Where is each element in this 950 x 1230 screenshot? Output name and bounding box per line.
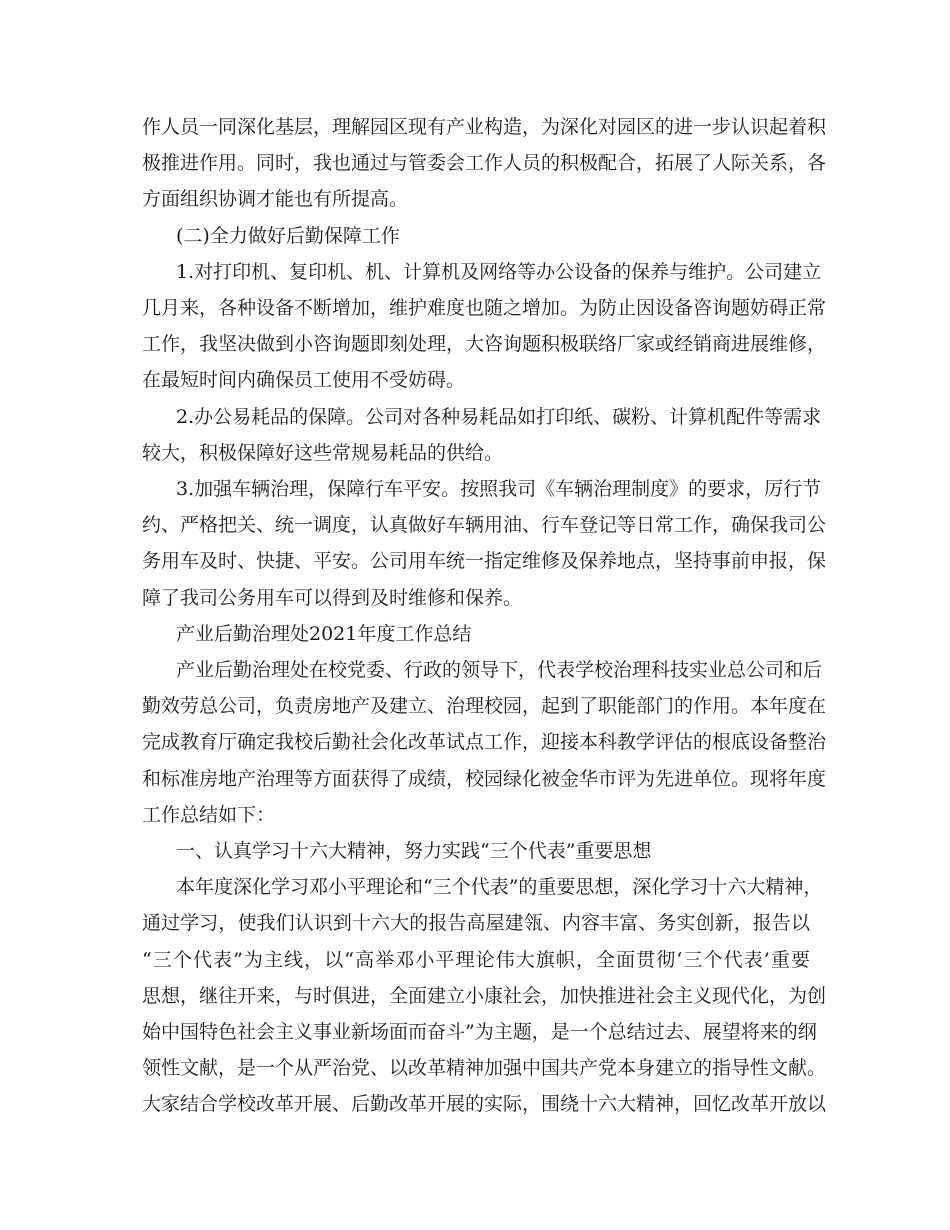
text-line: 1.对打印机、复印机、机、计算机及网络等办公设备的保养与维护。公司建立 bbox=[176, 261, 822, 283]
text-line: 产业后勤治理处2021年度工作总结 bbox=[176, 623, 472, 645]
text-line: 作人员一同深化基层，理解园区现有产业构造，为深化对园区的进一步认识起着积 bbox=[142, 116, 827, 138]
text-line: 3.加强车辆治理，保障行车平安。按照我司《车辆治理制度》的要求，厉行节 bbox=[176, 478, 822, 500]
text-line: 障了我司公务用车可以得到及时维修和保养。 bbox=[142, 587, 523, 609]
text-line: 方面组织协调才能也有所提高。 bbox=[142, 188, 409, 210]
text-line: 较大，积极保障好这些常规易耗品的供给。 bbox=[142, 442, 504, 464]
text-line: 完成教育厅确定我校后勤社会化改革试点工作，迎接本科教学评估的根底设备整治 bbox=[142, 731, 827, 753]
text-line: 在最短时间内确保员工使用不受妨碍。 bbox=[142, 369, 466, 391]
text-line: 思想，继往开来，与时俱进，全面建立小康社会，加快推进社会主义现代化，为创 bbox=[142, 985, 827, 1007]
text-line: 工作，我坚决做到小咨询题即刻处理，大咨询题积极联络厂家或经销商进展维修， bbox=[142, 333, 827, 355]
text-line: “三个代表”为主线，以“高举邓小平理论伟大旗帜，全面贯彻‘三个代表’重要 bbox=[142, 949, 810, 971]
text-line: 2.办公易耗品的保障。公司对各种易耗品如打印纸、碳粉、计算机配件等需求 bbox=[176, 406, 822, 428]
text-line: 勤效劳总公司，负责房地产及建立、治理校园，起到了职能部门的作用。本年度在 bbox=[142, 695, 827, 717]
text-line: 产业后勤治理处在校党委、行政的领导下，代表学校治理科技实业总公司和后 bbox=[176, 659, 823, 681]
text-line: 始中国特色社会主义事业新场面而奋斗”为主题，是一个总结过去、展望将来的纲 bbox=[142, 1021, 817, 1043]
text-line: 工作总结如下： bbox=[142, 804, 276, 826]
text-line: 大家结合学校改革开展、后勤改革开展的实际，围绕十六大精神，回忆改革开放以 bbox=[142, 1093, 827, 1115]
text-line: 一、认真学习十六大精神，努力实践“三个代表”重要思想 bbox=[176, 840, 652, 862]
text-line: 约、严格把关、统一调度，认真做好车辆用油、行车登记等日常工作，确保我司公 bbox=[142, 514, 827, 536]
text-line: 极推进作用。同时，我也通过与管委会工作人员的积极配合，拓展了人际关系，各 bbox=[142, 152, 827, 174]
text-line: 务用车及时、快捷、平安。公司用车统一指定维修及保养地点，坚持事前申报，保 bbox=[142, 550, 827, 572]
text-line: 领性文献，是一个从严治党、以改革精神加强中国共产党本身建立的指导性文献。 bbox=[142, 1057, 827, 1079]
text-line: 几月来，各种设备不断增加，维护难度也随之增加。为防止因设备咨询题妨碍正常 bbox=[142, 297, 827, 319]
text-line: 本年度深化学习邓小平理论和“三个代表”的重要思想，深化学习十六大精神， bbox=[176, 876, 823, 898]
text-line: 通过学习，使我们认识到十六大的报告高屋建瓴、内容丰富、务实创新，报告以 bbox=[142, 912, 810, 934]
text-line: (二)全力做好后勤保障工作 bbox=[176, 225, 400, 247]
text-line: 和标准房地产治理等方面获得了成绩，校园绿化被金华市评为先进单位。现将年度 bbox=[142, 768, 827, 790]
